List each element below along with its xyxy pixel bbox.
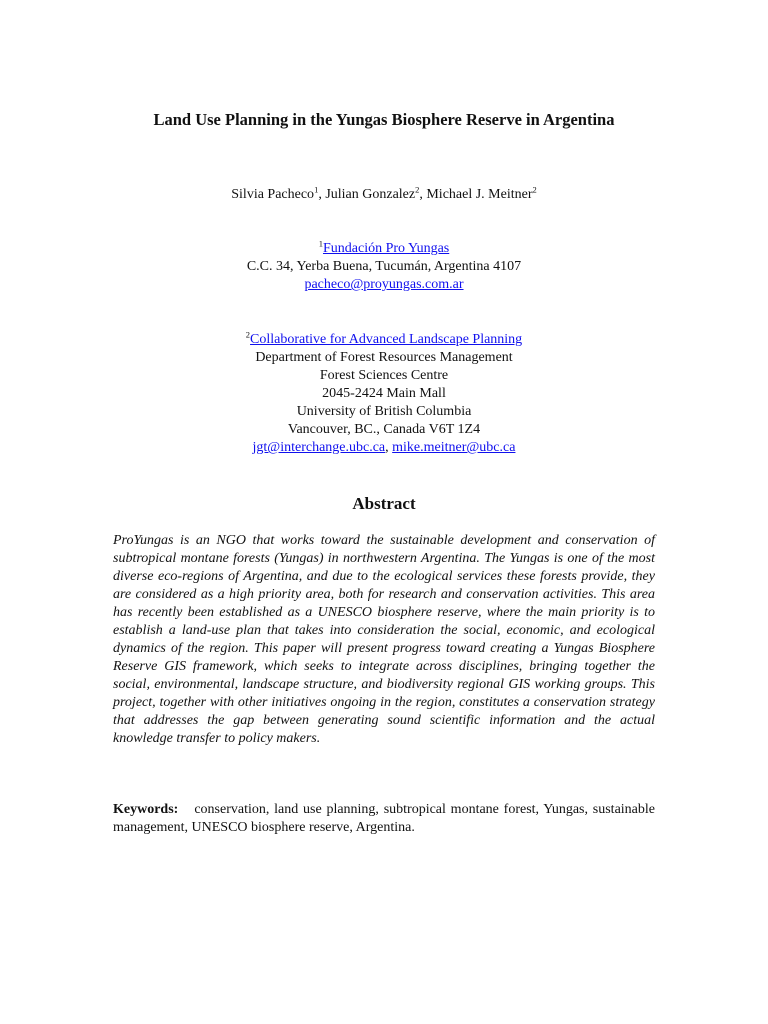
email-separator: , [385,440,393,455]
author-list [0,184,768,203]
affiliation-2-line: 2045-2424 Main Mall [322,386,446,401]
author-name: Silvia Pacheco [231,187,315,202]
keywords-text: conservation, land use planning, subtropical montane forest, Yungas, sustainable management, UNESCO biosphere reserve, Argentina. [113,802,655,835]
affiliation-2-email-link[interactable]: mike.meitner@ubc.ca [392,440,516,455]
affiliation-1-org-link[interactable]: Fundación Pro Yungas [322,241,450,256]
affiliation-marker: 1 [318,238,323,249]
author-name: Julian Gonzalez [325,187,416,202]
affiliation-2-org-line [0,331,768,349]
affiliation-1-email-link[interactable]: pacheco@proyungas.com.ar [304,277,464,292]
paper-title: Land Use Planning in the Yungas Biosphere Reserve in Argentina [153,110,615,129]
affiliation-2-line: Forest Sciences Centre [319,368,449,383]
author-affiliation-marker: 2 [415,184,420,195]
keywords-paragraph [113,801,655,837]
author-name: Michael J. Meitner [426,187,533,202]
affiliation-marker: 2 [245,329,251,340]
keywords-label: Keywords: [113,802,179,817]
affiliation-1-org-line [0,240,768,258]
author-affiliation-marker: 2 [532,184,537,195]
affiliation-2 [0,331,768,457]
author-separator: , [419,187,427,202]
abstract-heading: Abstract [352,494,416,513]
author-affiliation-marker: 1 [314,184,319,195]
author-separator: , [318,187,326,202]
affiliation-2-line: University of British Columbia [296,404,472,419]
affiliation-1 [0,240,768,294]
affiliation-2-email-link[interactable]: jgt@interchange.ubc.ca [252,440,386,455]
affiliation-2-line: Vancouver, BC., Canada V6T 1Z4 [287,422,481,437]
affiliation-2-line: Department of Forest Resources Management [255,350,513,365]
abstract-text: ProYungas is an NGO that works toward the sustainable development and conservation of subtropical montane forests (Yungas) in northwestern Argentina. The Yungas is one of the most diverse eco-regions of Argentina, and due to the ecological services these forests provide, they are considered as a high priority area, both for research and conservation activities. This area has recently been established as a UNESCO biosphere reserve, where the main priority is to establish a land-use plan that takes into consideration the social, economic, and ecological dynamics of the region. This paper will present progress toward creating a Yungas Biosphere Reserve GIS framework, which seeks to integrate across disciplines, bringing together the social, environmental, landscape structure, and biodiversity regional GIS working groups. This project, together with other initiatives ongoing in the region, constitutes a conservation strategy that addresses the gap between generating sound scientific information and the actual knowledge transfer to policy makers. [113,533,655,746]
affiliation-1-address: C.C. 34, Yerba Buena, Tucumán, Argentina 4107 [246,259,522,274]
affiliation-2-org-link[interactable]: Collaborative for Advanced Landscape Planning [250,332,523,347]
affiliation-2-emails [0,439,768,457]
